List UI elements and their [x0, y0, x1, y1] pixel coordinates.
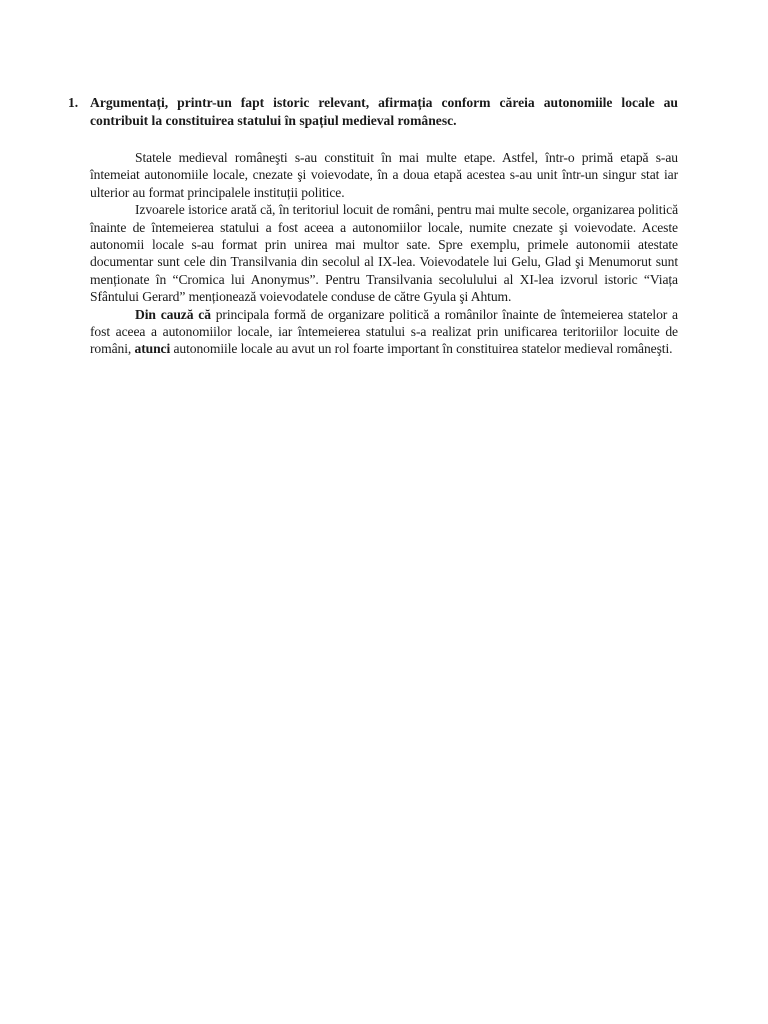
paragraph-2: Izvoarele istorice arată că, în teritoriul locuit de români, pentru mai multe secole, organizarea politică înainte de întemeierea statului a fost aceea a autonomiilor locale, numite cnezate şi voievodate. Aceste autonomii locale s-au format prin unirea mai multor sate. Spre exemplu, primele autonomii atestate documentar sunt cele din Transilvania din secolul al IX-lea. Voievodatele lui Gelu, Glad şi Menumorut sunt menționate în “Cromica lui Anonymus”. Pentru Transilvania secolulului al XI-lea izvorul istoric “Viața Sfântului Gerard” menționează voievodatele conduse de către Gyula şi Ahtum.: [90, 202, 678, 305]
question-heading: [68, 94, 678, 130]
question-text: Argumentați, printr-un fapt istoric relevant, afirmația conform căreia autonomiile locale au contribuit la constituirea statului în spațiul medieval românesc.: [90, 95, 678, 128]
paragraph-1: Statele medieval româneşti s-au constituit în mai multe etape. Astfel, într-o primă etapă s-au întemeiat autonomiile locale, cnezate şi voievodate, în a doua etapă acestea s-au unit într-un singur stat iar ulterior au format principalele instituții politice.: [90, 150, 678, 200]
paragraph-3-middle: principala formă de organizare politică a românilor înainte de întemeierea statelor a fost aceea a autonomiilor locale, iar întemeierea statului s-a realizat prin unificarea teritoriilor locuite de români,: [90, 306, 678, 357]
bold-lead: Din cauză că: [135, 306, 211, 322]
question-number: 1.: [68, 95, 79, 110]
paragraph-3-end: autonomiile locale au avut un rol foarte important în constituirea statelor medieval româneşti.: [170, 341, 673, 357]
bold-connector: atunci: [134, 341, 171, 357]
paragraph-3: [90, 306, 678, 358]
